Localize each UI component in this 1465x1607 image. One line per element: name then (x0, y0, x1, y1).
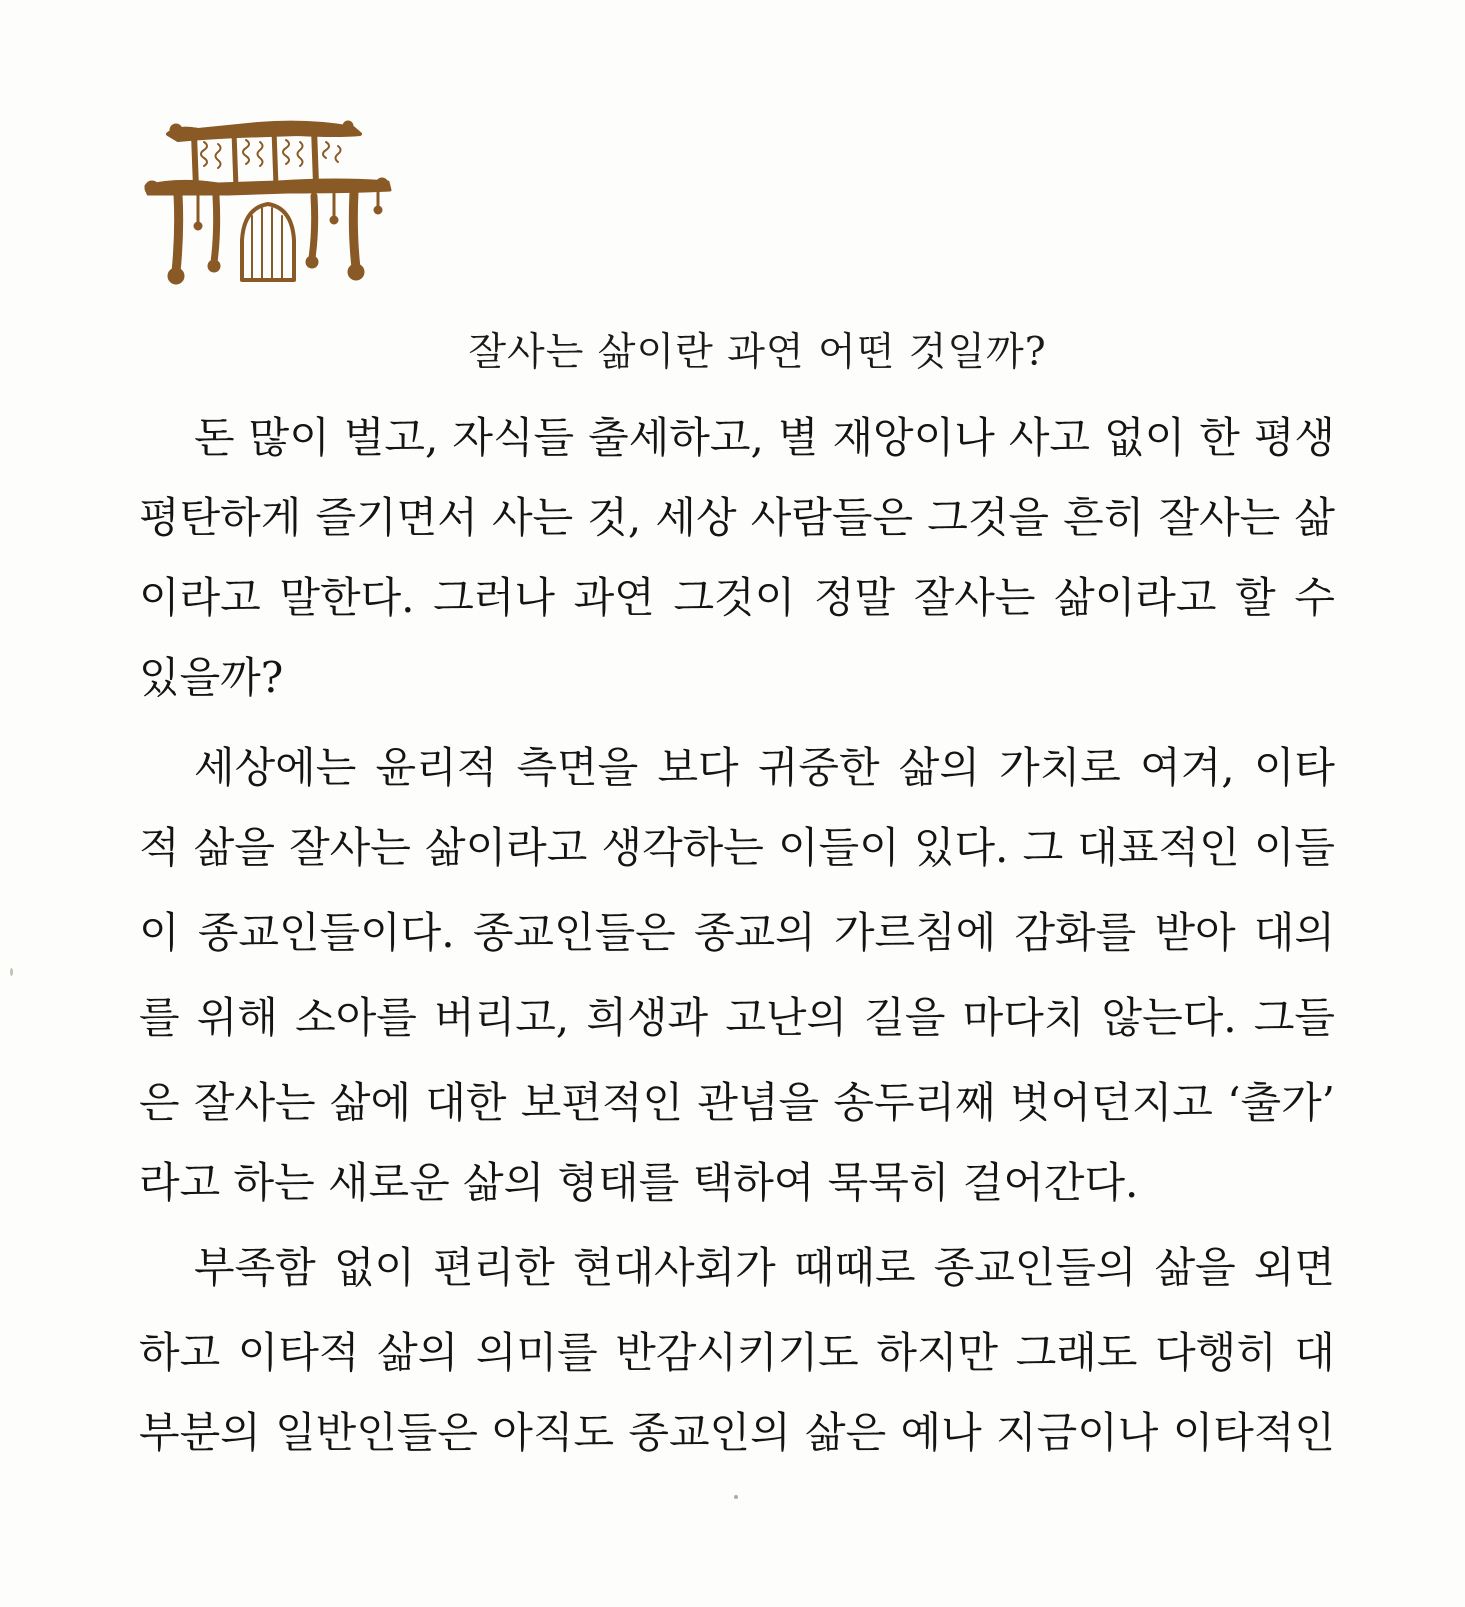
body-line: 를 위해 소아를 버리고, 희생과 고난의 길을 마다치 않는다. 그들 (139, 993, 1335, 1042)
paper-speck (734, 1495, 738, 1499)
body-line: 돈 많이 벌고, 자식들 출세하고, 별 재앙이나 사고 없이 한 평생 (194, 413, 1335, 462)
body-line: 하고 이타적 삶의 의미를 반감시키기도 하지만 그래도 다행히 대 (139, 1328, 1335, 1377)
body-line: 평탄하게 즐기면서 사는 것, 세상 사람들은 그것을 흔히 잘사는 삶 (139, 493, 1335, 542)
page-heading: 잘사는 삶이란 과연 어떤 것일까? (468, 330, 1047, 375)
body-line: 이 종교인들이다. 종교인들은 종교의 가르침에 감화를 받아 대의 (139, 908, 1335, 957)
body-line: 은 잘사는 삶에 대한 보편적인 관념을 송두리째 벗어던지고 ‘출가’ (139, 1078, 1335, 1127)
body-line: 부족함 없이 편리한 현대사회가 때때로 종교인들의 삶을 외면 (194, 1243, 1335, 1292)
paper-speck (10, 968, 13, 976)
body-line: 세상에는 윤리적 측면을 보다 귀중한 삶의 가치로 여겨, 이타 (194, 743, 1335, 792)
body-line: 부분의 일반인들은 아직도 종교인의 삶은 예나 지금이나 이타적인 (139, 1408, 1335, 1457)
body-line: 적 삶을 잘사는 삶이라고 생각하는 이들이 있다. 그 대표적인 이들 (139, 823, 1335, 872)
ink-gate-drawing-icon (138, 112, 400, 302)
body-line: 있을까? (139, 653, 284, 702)
body-line: 이라고 말한다. 그러나 과연 그것이 정말 잘사는 삶이라고 할 수 (139, 573, 1335, 622)
body-line: 라고 하는 새로운 삶의 형태를 택하여 묵묵히 걸어간다. (139, 1158, 1139, 1207)
